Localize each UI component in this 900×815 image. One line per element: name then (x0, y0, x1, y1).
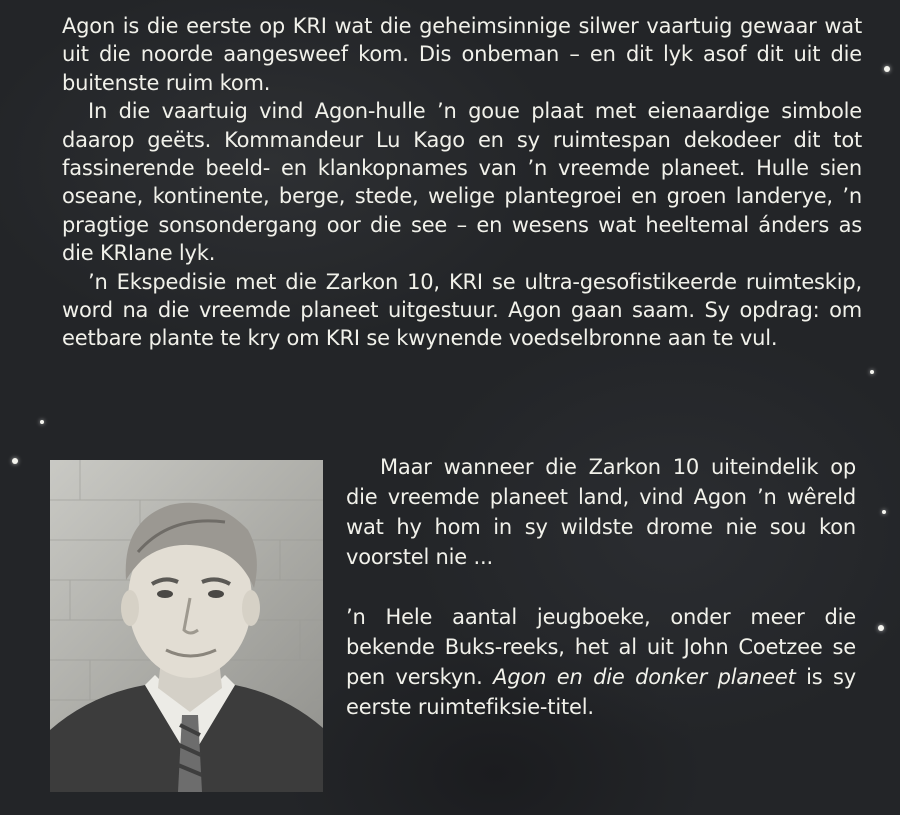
author-portrait-icon (50, 460, 323, 792)
author-bio (346, 452, 856, 722)
star-icon (40, 420, 44, 424)
bio-text-before: ’n Hele aantal jeugboeke, onder meer die bekende Buks-reeks, het al uit John Coetzee se pen verskyn. (346, 605, 856, 689)
blurb-text (62, 12, 862, 353)
star-icon (870, 370, 874, 374)
blurb-paragraph-4: Maar wanneer die Zarkon 10 uiteindelik op die vreemde planeet land, vind Agon ’n wêreld wat hy hom in sy wildste drome nie sou kon voorstel nie ... (346, 455, 856, 569)
bio-text-after: is sy eerste ruimtefiksie-titel. (346, 665, 857, 719)
star-icon (884, 66, 890, 72)
author-photo (50, 460, 323, 792)
blurb-paragraph-2: In die vaartuig vind Agon-hulle ’n goue plaat met eienaardige simbole daarop geëts. Kommandeur Lu Kago en sy ruimtespan dekodeer dit tot fassinerende beeld- en klankopnames van ’n vreemde planeet. Hulle sien oseane, kontinente, berge, stede, welige plantegroei en groen landerye, ’n pragtige sonsondergang oor die see – en wesens wat heeltemal ánders as die KRIane lyk. (62, 99, 862, 266)
bio-paragraph (346, 602, 856, 722)
blurb-paragraph-1: Agon is die eerste op KRI wat die geheimsinnige silwer vaartuig gewaar wat uit die noorde aangesweef kom. Dis onbeman – en dit lyk asof dit uit die buitenste ruim kom. (62, 14, 862, 95)
blurb-paragraph-3: ’n Ekspedisie met die Zarkon 10, KRI se ultra-gesofistikeerde ruimteskip, word na die vreemde planeet uitgestuur. Agon gaan saam. Sy opdrag: om eetbare plante te kry om KRI se kwynende voedselbronne aan te vul. (62, 269, 862, 351)
star-icon (882, 510, 886, 514)
book-title: Agon en die donker planeet (493, 665, 796, 689)
star-icon (878, 625, 884, 631)
star-icon (12, 458, 18, 464)
